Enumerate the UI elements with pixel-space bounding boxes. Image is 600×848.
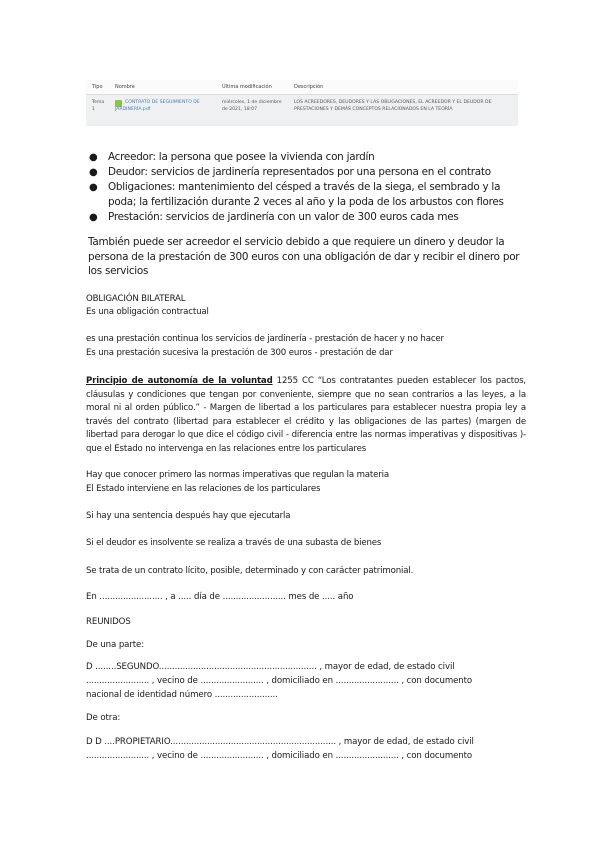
principio-text: 1255 CC “Los contratantes pueden establecer los pactos, cláusulas y condiciones que tengan por conveniente, siempre que no sean contrarios a las leyes, a la moral ni al orden público.” - Margen de libertad a los particulares para establecer nuestra propia ley a través del contrato (libertad para establecer el crédito y las obligaciones de las partes) (margen de libertad para derogar lo que dice el código civil - diferencia entre las normas imperativas y dispositivas )- que el Estado no intervenga en las relaciones entre los particulares xyxy=(86,376,527,454)
text-obligacion-contractual: Es una obligación contractual xyxy=(86,307,209,317)
list-item: ● Prestación: servicios de jardinería con un valor de 300 euros cada mes xyxy=(89,211,459,223)
segundo-line-1: D ........SEGUNDO............................................................ , mayor de edad, de estado civil xyxy=(86,662,455,672)
list-item: ● Deudor: servicios de jardinería representados por una persona en el contrato xyxy=(89,166,491,178)
file-table xyxy=(86,80,518,126)
segundo-line-3: nacional de identidad número ........................ xyxy=(86,690,278,700)
heading-reunidos: REUNIDOS xyxy=(86,617,131,627)
header-type: Tipo xyxy=(92,84,103,90)
text-estado-interviene: El Estado interviene en las relaciones de los particulares xyxy=(86,484,321,494)
file-table-header xyxy=(86,80,518,95)
text-sentencia: Si hay una sentencia después hay que ejecutarla xyxy=(86,511,291,521)
principio-title: Principio de autonomía de la voluntad xyxy=(86,376,273,386)
propietario-line-2: ........................ , vecino de ........................ , domiciliado en ........................ , con documento xyxy=(86,751,473,761)
text-prestacion-sucesiva: Es una prestación sucesiva la prestación de 300 euros - prestación de dar xyxy=(86,348,393,358)
text-normas-imperativas: Hay que conocer primero las normas imperativas que regulan la materia xyxy=(86,470,390,480)
text-contrato-licito: Se trata de un contrato lícito, posible, determinado y con carácter patrimonial. xyxy=(86,566,414,576)
text-insolvente: Si el deudor es insolvente se realiza a través de una subasta de bienes xyxy=(86,538,382,548)
text-prestacion-continua: es una prestación continua los servicios de jardinería - prestación de hacer y no hacer xyxy=(86,334,444,344)
label-de-una-parte: De una parte: xyxy=(86,640,145,650)
row-type: Tema 1 xyxy=(92,100,105,112)
bullet-icon: ● xyxy=(89,182,98,193)
header-modified: Última modificación xyxy=(222,84,272,90)
propietario-line-1: D D ....PROPIETARIO............................................................... , mayor de edad, de estado civil xyxy=(86,737,474,747)
paragraph-acreedor: También puede ser acreedor el servicio debido a que requiere un dinero y deudor la persona de la prestación de 300 euros con una obligación de dar y recibir el dinero por los servicios xyxy=(88,236,520,277)
heading-obligacion-bilateral: OBLIGACIÓN BILATERAL xyxy=(86,294,186,304)
bullet-list xyxy=(88,150,528,225)
paragraph-principio-autonomia xyxy=(86,375,526,457)
bullet-icon: ● xyxy=(89,152,98,163)
row-description: LOS ACREEDORES, DEUDORES Y LAS OBLIGACIONES, EL ACREEDOR Y EL DEUDOR DE PRESTACIONES Y DEMÁS CONCEPTOS RELACIONADOS EN LA TEORÍA xyxy=(294,100,492,112)
contract-date-line: En ........................ , a ..... día de ........................ mes de ..... año xyxy=(86,592,354,602)
list-item: ● Obligaciones: mantenimiento del césped a través de la siega, el sembrado y la poda; la fertilización durante 2 veces al año y la poda de los arbustos con flores xyxy=(89,181,504,208)
bullet-icon: ● xyxy=(89,212,98,223)
row-modified: miércoles, 1 de diciembre de 2021, 18:07 xyxy=(222,100,282,112)
segundo-line-2: ........................ , vecino de ........................ , domiciliado en ........................ , con documento xyxy=(86,676,473,686)
bullet-icon: ● xyxy=(89,167,98,178)
row-file-link[interactable]: CONTRATO DE SEGUIMIENTO DE JARDINERÍA.pdf xyxy=(115,100,200,112)
header-name: Nombre xyxy=(115,84,135,90)
header-description: Descripción xyxy=(294,84,324,90)
label-de-otra: De otra: xyxy=(86,713,121,723)
table-row[interactable] xyxy=(86,95,518,126)
list-item: ● Acreedor: la persona que posee la vivienda con jardín xyxy=(89,151,375,163)
